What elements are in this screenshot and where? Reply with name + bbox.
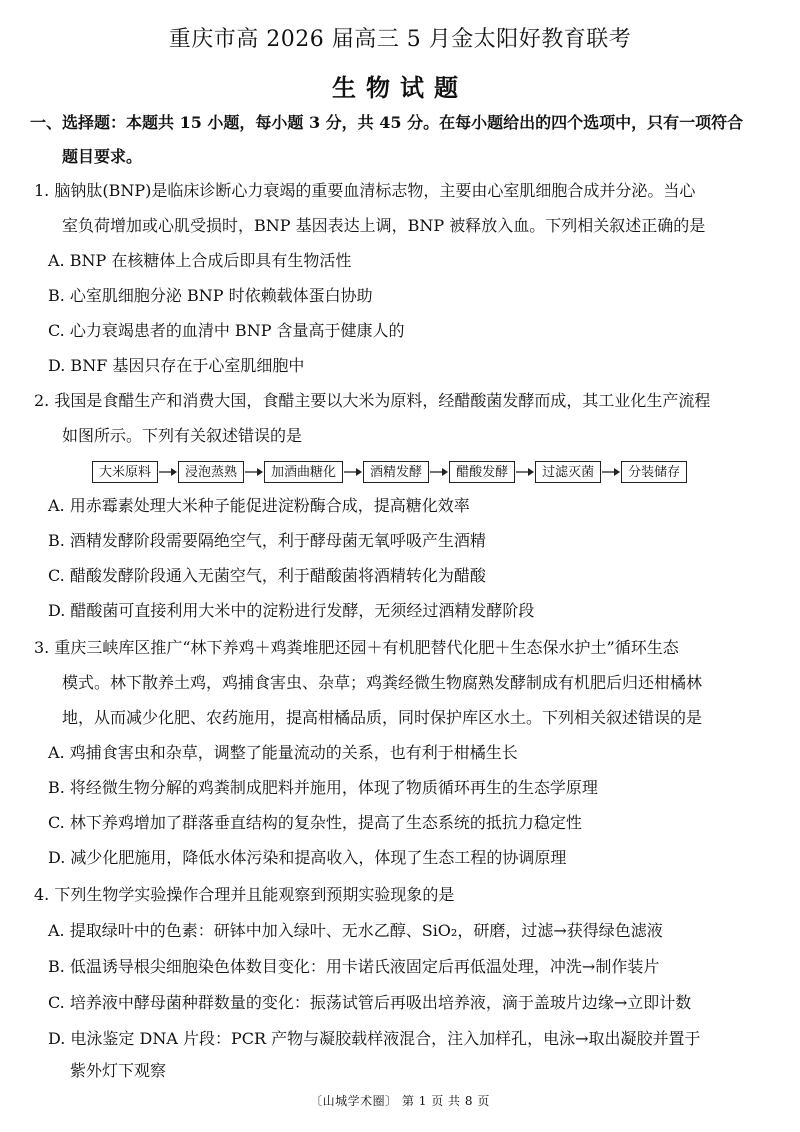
flow-step-7: 分装储存 <box>621 461 687 483</box>
q2-stem-line2: 如图所示。下列有关叙述错误的是 <box>62 426 303 445</box>
q4-option-c: C. 培养液中酵母菌种群数量的变化：振荡试管后再吸出培养液，滴于盖玻片边缘→立即计数 <box>48 993 692 1012</box>
flow-step-3: 加酒曲糖化 <box>264 461 343 483</box>
q4-option-a: A. 提取绿叶中的色素：研钵中加入绿叶、无水乙醇、SiO₂，研磨，过滤→获得绿色滤液 <box>48 921 663 940</box>
q3-option-c: C. 林下养鸡增加了群落垂直结构的复杂性，提高了生态系统的抵抗力稳定性 <box>48 813 582 832</box>
q3-option-b: B. 将经微生物分解的鸡粪制成肥料并施用，体现了物质循环再生的生态学原理 <box>48 778 598 797</box>
q3-stem-line1: 3. 重庆三峡库区推广“林下养鸡＋鸡粪堆肥还园＋有机肥替代化肥＋生态保水护土”循环生态 <box>34 638 679 657</box>
arrow-right-icon <box>244 461 264 483</box>
page-footer: 〔山城学术圈〕 第 1 页 共 8 页 <box>310 1094 490 1108</box>
process-flow-diagram <box>92 459 687 485</box>
q2-option-b: B. 酒精发酵阶段需要隔绝空气，利于酵母菌无氧呼吸产生酒精 <box>48 531 486 550</box>
q4-stem-line1: 4. 下列生物学实验操作合理并且能观察到预期实验现象的是 <box>34 885 455 904</box>
section-heading: 一、选择题：本题共 15 小题，每小题 3 分，共 45 分。在每小题给出的四个选项中，只有一项符合 <box>30 113 744 132</box>
q4-option-d-cont: 紫外灯下观察 <box>70 1061 167 1080</box>
q4-option-b: B. 低温诱导根尖细胞染色体数目变化：用卡诺氏液固定后再低温处理，冲洗→制作装片 <box>48 957 660 976</box>
flow-step-6: 过滤灭菌 <box>535 461 601 483</box>
q3-option-d: D. 减少化肥施用，降低水体污染和提高收入，体现了生态工程的协调原理 <box>48 848 567 867</box>
exam-title: 重庆市高 2026 届高三 5 月金太阳好教育联考 <box>168 27 632 52</box>
section-heading-cont: 题目要求。 <box>62 147 143 166</box>
subject-title: 生物试题 <box>332 73 468 102</box>
q3-stem-line2: 模式。林下散养土鸡，鸡捕食害虫、杂草；鸡粪经微生物腐熟发酵制成有机肥后归还柑橘林 <box>62 673 703 692</box>
q1-option-b: B. 心室肌细胞分泌 BNP 时依赖载体蛋白协助 <box>48 286 373 305</box>
arrow-right-icon <box>158 461 178 483</box>
q1-option-a: A. BNP 在核糖体上合成后即具有生物活性 <box>48 251 352 270</box>
q1-option-d: D. BNF 基因只存在于心室肌细胞中 <box>48 356 305 375</box>
flow-step-2: 浸泡蒸熟 <box>178 461 244 483</box>
q1-stem-line2: 室负荷增加或心肌受损时，BNP 基因表达上调，BNP 被释放入血。下列相关叙述正确的是 <box>62 216 706 235</box>
q3-stem-line3: 地，从而减少化肥、农药施用，提高柑橘品质，同时保护库区水土。下列相关叙述错误的是 <box>62 708 703 727</box>
arrow-right-icon <box>343 461 363 483</box>
q2-option-a: A. 用赤霉素处理大米种子能促进淀粉酶合成，提高糖化效率 <box>48 496 470 515</box>
q2-option-d: D. 醋酸菌可直接利用大米中的淀粉进行发酵，无须经过酒精发酵阶段 <box>48 601 535 620</box>
q3-option-a: A. 鸡捕食害虫和杂草，调整了能量流动的关系，也有利于柑橘生长 <box>48 743 518 762</box>
q4-option-d: D. 电泳鉴定 DNA 片段：PCR 产物与凝胶载样液混合，注入加样孔，电泳→取出凝胶并置于 <box>48 1029 701 1048</box>
flow-step-5: 醋酸发酵 <box>449 461 515 483</box>
q1-option-c: C. 心力衰竭患者的血清中 BNP 含量高于健康人的 <box>48 321 405 340</box>
q2-stem-line1: 2. 我国是食醋生产和消费大国，食醋主要以大米为原料，经醋酸菌发酵而成，其工业化生产流程 <box>34 391 711 410</box>
q1-stem-line1: 1. 脑钠肽(BNP)是临床诊断心力衰竭的重要血清标志物，主要由心室肌细胞合成并分泌。当心 <box>34 181 696 200</box>
flow-step-4: 酒精发酵 <box>363 461 429 483</box>
flow-step-1: 大米原料 <box>92 461 158 483</box>
arrow-right-icon <box>601 461 621 483</box>
arrow-right-icon <box>429 461 449 483</box>
arrow-right-icon <box>515 461 535 483</box>
q2-option-c: C. 醋酸发酵阶段通入无菌空气，利于醋酸菌将酒精转化为醋酸 <box>48 566 486 585</box>
